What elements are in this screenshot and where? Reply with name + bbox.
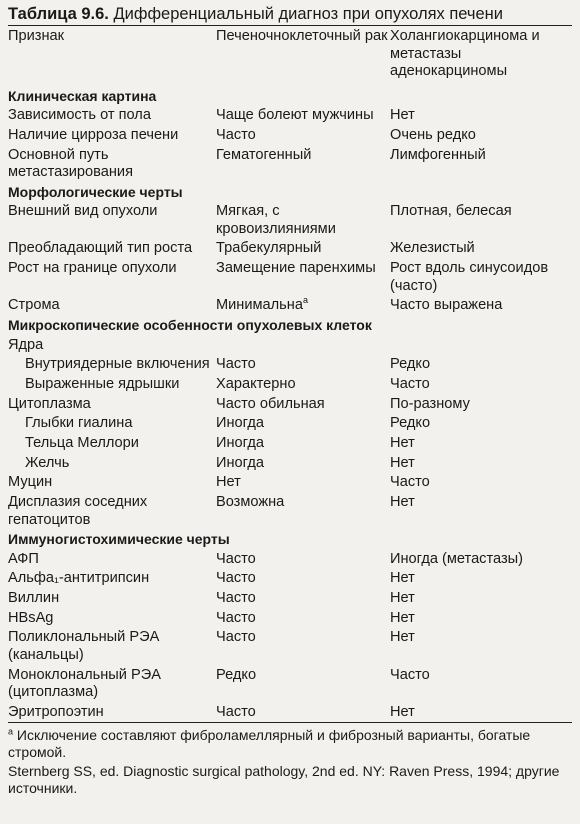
cell-cholangio: По-разному xyxy=(390,395,470,412)
cell-hcc xyxy=(212,627,388,664)
table-row xyxy=(8,125,572,145)
cell-hcc xyxy=(212,374,388,394)
cell-cholangio: Иногда (метастазы) xyxy=(390,550,523,567)
column-header-cholangio: Холангиокарцинома и метастазы аденокарциномы xyxy=(390,28,540,79)
cell-hcc xyxy=(212,472,388,492)
table-row xyxy=(8,627,572,664)
cell-hcc xyxy=(212,258,388,295)
cell-cholangio xyxy=(388,334,572,354)
cell-cholangio: Рост вдоль синусоидов (часто) xyxy=(390,260,549,294)
cell-cholangio: Нет xyxy=(390,107,415,124)
cell-sign: Внешний вид опухоли xyxy=(8,203,158,220)
cell-hcc-text: Характерно xyxy=(216,375,296,392)
table-body xyxy=(8,86,572,722)
cell-hcc-text: Часто обильная xyxy=(216,395,325,412)
cell-hcc-text: Часто xyxy=(216,609,256,626)
cell-hcc xyxy=(212,144,388,181)
cell-sign: Муцин xyxy=(8,474,53,491)
cell-hcc xyxy=(212,492,388,529)
cell-hcc-text: Часто xyxy=(216,356,256,373)
cell-hcc-text: Иногда xyxy=(216,415,264,432)
table-row xyxy=(8,144,572,181)
table-row xyxy=(8,354,572,374)
cell-hcc xyxy=(212,393,388,413)
column-header-hcc: Печеночноклеточный рак xyxy=(216,28,388,44)
cell-hcc xyxy=(212,201,388,238)
table-row xyxy=(8,413,572,433)
cell-hcc-text: Часто xyxy=(216,590,256,607)
cell-hcc-text: Иногда xyxy=(216,454,264,471)
header-row xyxy=(8,26,572,86)
table-row xyxy=(8,588,572,608)
cell-cholangio: Нет xyxy=(390,454,415,471)
cell-sign: Альфа₁-антитрипсин xyxy=(8,570,150,587)
cell-sign: АФП xyxy=(8,550,39,567)
cell-sign: Выраженные ядрышки xyxy=(25,375,180,392)
table-row xyxy=(8,452,572,472)
table-caption: Дифференциальный диагноз при опухолях печени xyxy=(113,5,504,23)
footnote xyxy=(8,727,572,761)
cell-cholangio: Редко xyxy=(390,415,431,432)
cell-cholangio: Редко xyxy=(390,356,431,373)
cell-sign: Моноклональный РЭА (цитоплазма) xyxy=(8,666,161,701)
section-heading-row xyxy=(8,182,572,202)
cell-hcc-text: Часто xyxy=(216,550,256,567)
cell-hcc-text: Часто xyxy=(216,703,256,720)
footnote-text: Исключение составляют фиброламеллярный и фиброзный варианты, богатые стромой. xyxy=(8,727,531,761)
cell-sign: Рост на границе опухоли xyxy=(8,260,177,277)
cell-sign: Зависимость от пола xyxy=(8,107,151,124)
cell-hcc-text: Гематогенный xyxy=(216,146,312,163)
cell-sign: Внутриядерные включения xyxy=(25,356,210,373)
cell-hcc-text: Часто xyxy=(216,570,256,587)
table-row xyxy=(8,472,572,492)
table-row xyxy=(8,664,572,701)
cell-sign: Дисплазия соседних гепатоцитов xyxy=(8,494,148,528)
cell-hcc-text: Замещение паренхимы xyxy=(216,260,376,277)
cell-sign: Виллин xyxy=(8,590,60,607)
cell-hcc xyxy=(212,334,388,354)
cell-hcc-text: Иногда xyxy=(216,434,264,451)
cell-cholangio: Нет xyxy=(390,703,415,720)
table-title xyxy=(8,4,572,24)
table-row xyxy=(8,608,572,628)
cell-hcc xyxy=(212,413,388,433)
table-row xyxy=(8,433,572,453)
table-row xyxy=(8,568,572,588)
cell-hcc-text: Минимальна xyxy=(216,297,303,314)
table-row xyxy=(8,238,572,258)
cell-cholangio: Нет xyxy=(390,570,415,587)
cell-cholangio: Нет xyxy=(390,434,415,451)
cell-hcc xyxy=(212,568,388,588)
cell-hcc xyxy=(212,295,388,315)
cell-hcc-text: Часто xyxy=(216,629,256,646)
cell-cholangio: Часто xyxy=(390,666,430,683)
cell-cholangio: Нет xyxy=(390,629,415,646)
cell-hcc xyxy=(212,105,388,125)
cell-sign: Ядра xyxy=(8,336,44,353)
column-header-sign: Признак xyxy=(8,28,65,44)
cell-hcc xyxy=(212,433,388,453)
cell-hcc-text: Часто xyxy=(216,126,256,143)
cell-cholangio: Очень редко xyxy=(390,126,476,143)
cell-sign: Строма xyxy=(8,297,60,314)
table-row xyxy=(8,258,572,295)
cell-cholangio: Плотная, белесая xyxy=(390,203,512,220)
cell-sign: Поликлональный РЭА (канальцы) xyxy=(8,629,160,663)
cell-hcc xyxy=(212,664,388,701)
section-heading-row xyxy=(8,315,572,335)
cell-hcc-text: Мягкая, с кровоизлияниями xyxy=(216,203,336,237)
cell-hcc-text: Редко xyxy=(216,666,257,683)
cell-cholangio: Часто xyxy=(390,375,430,392)
cell-hcc xyxy=(212,702,388,722)
table-row xyxy=(8,334,572,354)
cell-cholangio: Лимфогенный xyxy=(390,146,486,163)
cell-hcc xyxy=(212,125,388,145)
cell-hcc xyxy=(212,608,388,628)
section-heading: Иммуногистохимические черты xyxy=(8,531,230,547)
cell-hcc xyxy=(212,354,388,374)
cell-sign: Желчь xyxy=(25,454,70,471)
cell-cholangio: Часто выражена xyxy=(390,297,503,314)
table-row xyxy=(8,492,572,529)
cell-cholangio: Железистый xyxy=(390,240,475,257)
section-heading: Морфологические черты xyxy=(8,183,183,200)
section-heading: Микроскопические особенности опухолевых клеток xyxy=(8,316,372,333)
source-citation: Sternberg SS, ed. Diagnostic surgical pathology, 2nd ed. NY: Raven Press, 1994; другие источники. xyxy=(8,763,560,797)
section-heading-row xyxy=(8,86,572,106)
table-row xyxy=(8,105,572,125)
table-row xyxy=(8,374,572,394)
table-row xyxy=(8,295,572,315)
section-heading: Клиническая картина xyxy=(8,87,157,104)
cell-cholangio: Нет xyxy=(390,494,415,510)
cell-sign: Основной путь метастазирования xyxy=(8,146,133,181)
bottom-rule xyxy=(8,722,572,723)
cell-hcc-text: Нет xyxy=(216,474,241,491)
cell-hcc xyxy=(212,452,388,472)
table-number: Таблица 9.6. xyxy=(8,5,109,23)
cell-hcc xyxy=(212,549,388,569)
footnote-mark: а xyxy=(8,726,14,737)
cell-sign: Цитоплазма xyxy=(8,395,91,412)
cell-cholangio: Нет xyxy=(390,590,415,607)
table-row xyxy=(8,393,572,413)
cell-hcc-text: Трабекулярный xyxy=(216,240,322,257)
cell-cholangio: Нет xyxy=(390,609,415,626)
table-row xyxy=(8,702,572,722)
diagnosis-table xyxy=(8,26,572,721)
cell-sign: HBsAg xyxy=(8,609,54,626)
cell-sign: Эритропоэтин xyxy=(8,703,104,720)
cell-sign: Тельца Меллори xyxy=(25,434,139,451)
cell-hcc xyxy=(212,238,388,258)
cell-cholangio: Часто xyxy=(390,474,430,491)
footnote-reference: а xyxy=(302,295,308,306)
cell-sign: Глыбки гиалина xyxy=(25,415,133,432)
cell-sign: Наличие цирроза печени xyxy=(8,126,179,143)
section-heading-row xyxy=(8,529,572,549)
cell-hcc-text: Возможна xyxy=(216,494,285,510)
table-row xyxy=(8,549,572,569)
cell-hcc xyxy=(212,588,388,608)
cell-hcc-text: Чаще болеют мужчины xyxy=(216,107,374,124)
table-row xyxy=(8,201,572,238)
cell-sign: Преобладающий тип роста xyxy=(8,240,193,257)
